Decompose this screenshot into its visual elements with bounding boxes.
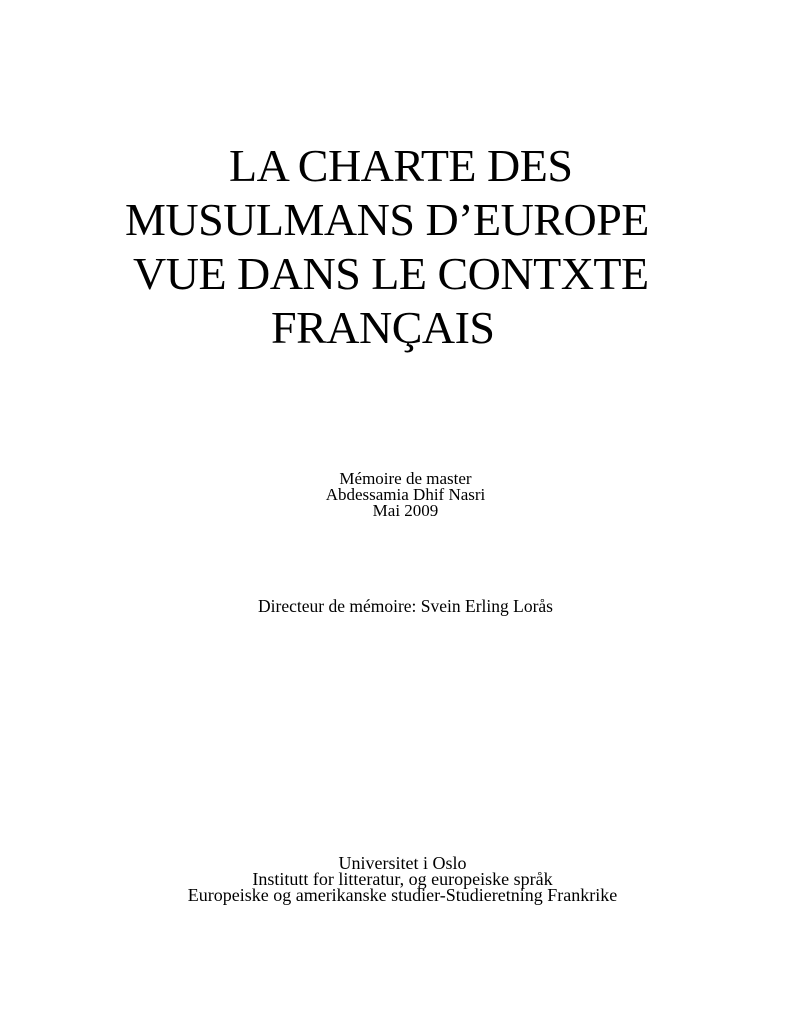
supervisor-info xyxy=(0,598,791,614)
thesis-info xyxy=(0,471,791,519)
thesis-type: Mémoire de master xyxy=(339,469,472,488)
title-line-1: LA CHARTE DES xyxy=(229,140,573,191)
submission-date: Mai 2009 xyxy=(372,501,439,520)
university-name: Universitet i Oslo xyxy=(338,853,467,873)
supervisor-line: Directeur de mémoire: Svein Erling Lorås xyxy=(258,596,553,616)
author-name: Abdessamia Dhif Nasri xyxy=(325,485,486,504)
title-line-3: VUE DANS LE CONTXTE xyxy=(133,248,649,299)
title-line-2: MUSULMANS D’EUROPE xyxy=(125,194,649,245)
institution-info xyxy=(0,855,791,903)
title-line-4: FRANÇAIS xyxy=(271,302,495,353)
institute-name: Institutt for litteratur, og europeiske språk xyxy=(252,869,553,889)
program-name: Europeiske og amerikanske studier-Studieretning Frankrike xyxy=(187,885,618,905)
